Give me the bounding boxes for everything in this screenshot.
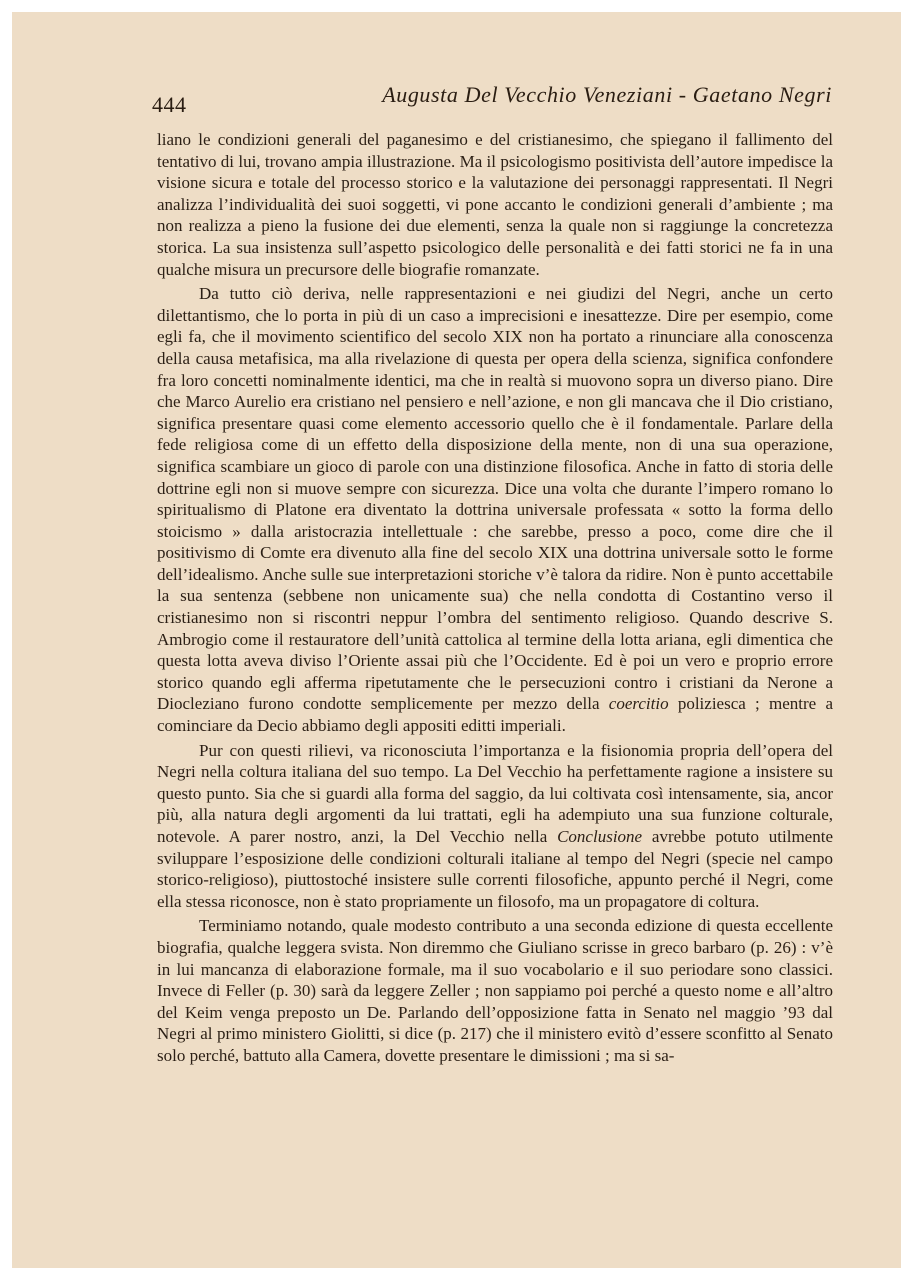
paragraph-3-italic: Conclusione [557,827,643,846]
book-page [12,12,901,1268]
paragraph-4-text: Terminiamo notando, quale modesto contributo a una seconda edizione di questa eccellente biografia, qualche leggera svista. Non diremmo che Giuliano scrisse in greco barbaro (p. 26) : v’è in lui mancanza di elaborazione formale, ma il suo vocabolario e il suo periodare sono classici. Invece di Feller (p. 30) sarà da leggere Zeller ; non sappiamo poi perché a questo nome e all’altro del Keim venga preposto un De. Parlando dell’opposizione fatta in Senato nel maggio ’93 dal Negri al primo ministero Giolitti, si dice (p. 217) che il ministero evitò d’essere sconfitto al Senato solo perché, battuto alla Camera, dovette presentare le dimissioni ; ma si sa- [157,916,833,1065]
paragraph-3 [157,740,833,913]
page-number: 444 [152,92,187,117]
body-text [157,129,833,1067]
paragraph-3-text: Pur con questi rilievi, va riconosciuta l’importanza e la fisionomia propria dell’opera del Negri nella coltura italiana del suo tempo. La Del Vecchio ha perfettamente ragione a insistere su questo punto. Sia che si guardi alla forma del saggio, da lui coltivata così intensamente, sia, ancor più, alla natura degli argomenti da lui trattati, egli ha adempiuto una sua funzione colturale, notevole. A parer nostro, anzi, la Del Vecchio nella [157,740,833,846]
running-title: Augusta Del Vecchio Veneziani - Gaetano Negri [382,82,832,107]
page-header [152,74,832,117]
paragraph-2-text: Da tutto ciò deriva, nelle rappresentazioni e nei giudizi del Negri, anche un certo dilettantismo, che lo porta in più di un caso a imprecisioni e inesattezze. Dire per esempio, come egli fa, che il movimento scientifico del secolo XIX non ha portato a rinunciare alla conoscenza della causa metafisica, ma alla rivelazione di questa per opera della scienza, significa confondere fra loro concetti nominalmente identici, ma che in realtà si muovono sopra un diverso piano. Dire che Marco Aurelio era cristiano nel pensiero e nell’azione, e non gli mancava che il Dio cristiano, significa presentare quasi come elemento accessorio quello che è il fondamentale. Parlare della fede religiosa come di un effetto della disposizione della mente, non di una sua operazione, significa scambiare un gioco di parole con una distinzione filosofica. Anche in fatto di storia delle dottrine egli non si muove sempre con sicurezza. Dice una volta che durante l’impero romano lo spiritualismo di Platone era diventato la dottrina universale professata « sotto la forma dello stoicismo » dalla aristocrazia intellettuale : che sarebbe, presso a poco, come dire che il positivismo di Comte era divenuto alla fine del secolo XIX una dottrina universale sotto le forme dell’idealismo. Anche sulle sue interpretazioni storiche v’è talora da ridire. Non è punto accettabile la sua sentenza (sebbene non unicamente sua) che nella condotta di Costantino verso il cristianesimo non si riscontri neppur l’ombra del sentimento religioso. Quando descrive S. Ambrogio come il restauratore dell’unità cattolica al termine della lotta ariana, egli dimentica che questa lotta aveva diviso l’Oriente assai più che l’Occidente. Ed è poi un vero e proprio errore storico quando egli afferma ripetutamente che le persecuzioni contro i cristiani da Nerone a Diocleziano furono condotte semplicemente per mezzo della [157,284,833,714]
paragraph-4 [157,915,833,1066]
paragraph-2-italic: coercitio [608,694,669,714]
paragraph-1-text: liano le condizioni generali del paganesimo e del cristianesimo, che spiegano il fallimento del tentativo di lui, trovano ampia illustrazione. Ma il psicologismo positivista dell’autore impedisce la visione sicura e totale del processo storico e la valutazione dei personaggi rappresentati. Il Negri analizza l’individualità dei suoi soggetti, vi pone accanto le condizioni generali d’ambiente ; ma non realizza a pieno la fusione dei due elementi, senza la quale non si raggiunge la concretezza storica. La sua insistenza sull’aspetto psicologico delle personalità e dei fatti storici ne fa in una qualche misura un precursore delle biografie romanzate. [157,130,833,279]
paragraph-2 [157,283,833,736]
paragraph-1 [157,129,833,280]
paragraph-3-text-after: avrebbe potuto utilmente sviluppare l’esposizione delle condizioni colturali italiane al tempo del Negri (specie nel campo storico-religioso), piuttostoché insistere sulle correnti filosofiche, appunto perché il Negri, come ella stessa riconosce, non è stato propriamente un filosofo, ma un propagatore di coltura. [157,827,834,911]
paragraph-2-text-after: poliziesca ; mentre a cominciare da Decio abbiamo degli appositi editti imperiali. [157,694,833,736]
